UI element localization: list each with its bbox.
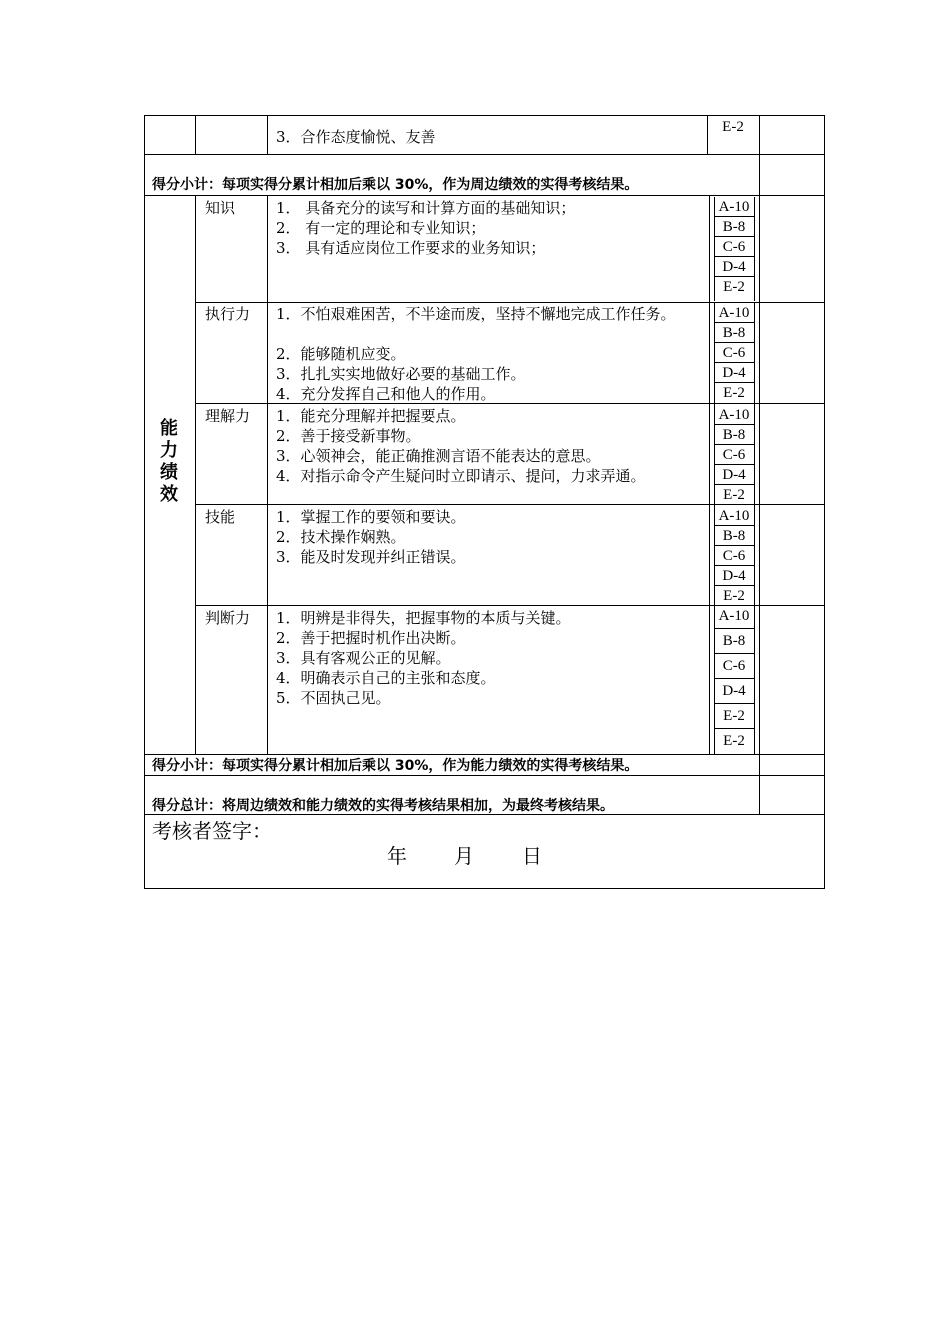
row-divider [144,754,825,755]
criterion-text: 1．不怕艰难困苦，不半途而废，坚持不懈地完成工作任务。 [276,305,676,323]
col-divider [267,115,268,155]
grade-label: D-4 [722,259,746,275]
grade-divider [714,678,755,679]
grade-label: B-8 [722,219,746,235]
row-divider [144,195,825,196]
grade-divider [714,703,755,704]
criterion-text: 2．能够随机应变。 [276,345,406,363]
criterion-text: 2．技术操作娴熟。 [276,528,406,546]
col-divider [759,115,760,815]
criterion-text: 1．明辨是非得失，把握事物的本质与关键。 [276,609,571,627]
grade-label: D-4 [722,683,746,699]
criterion-text: 3．具有客观公正的见解。 [276,649,451,667]
criterion-text: 2．善于把握时机作出决断。 [276,629,466,647]
criterion-text: 3．能及时发现并纠正错误。 [276,548,466,566]
criterion-text: 1．掌握工作的要领和要诀。 [276,508,466,526]
criterion-text: 1． 具备充分的读写和计算方面的基础知识； [276,199,576,217]
item-name: 执行力 [205,305,251,323]
grade-label: C-6 [722,447,746,463]
grade-divider [714,628,755,629]
grade-label: C-6 [722,548,746,564]
grade-divider [714,653,755,654]
criterion-text: 4．充分发挥自己和他人的作用。 [276,385,496,403]
grade-label: A-10 [718,508,750,524]
grade-label: D-4 [722,365,746,381]
criterion-text: 2． 有一定的理论和专业知识； [276,219,486,237]
criterion-text: 3． 具有适应岗位工作要求的业务知识； [276,239,546,257]
row-divider [144,154,825,155]
criterion-text: 4．对指示命令产生疑问时立即请示、提问，力求弄通。 [276,467,646,485]
col-divider [195,115,196,155]
date-year: 年 [387,844,407,868]
grade-label: B-8 [722,427,746,443]
grade-label: E-2 [723,733,745,749]
col-divider [267,195,268,755]
grand-total: 得分总计：将周边绩效和能力绩效的实得考核结果相加，为最终考核结果。 [152,798,614,814]
grade-label: A-10 [718,305,750,321]
grade-label: A-10 [718,407,750,423]
item-name: 理解力 [205,407,251,425]
grade-label: E-2 [723,279,745,295]
grade-label: C-6 [722,239,746,255]
grade-label: E-2 [723,708,745,724]
criterion-text: 4．明确表示自己的主张和态度。 [276,669,496,687]
grade-label: A-10 [718,608,750,624]
criterion-text: 3．扎扎实实地做好必要的基础工作。 [276,365,526,383]
criterion-text: 5．不固执己见。 [276,689,391,707]
date-month: 月 [454,844,474,868]
item-name: 技能 [205,508,236,526]
ability-section-label-text: 能 力 绩 效 [160,418,178,505]
peripheral-subtotal: 得分小计：每项实得分累计相加后乘以 30%，作为周边绩效的实得考核结果。 [152,177,639,193]
grade-label: D-4 [722,467,746,483]
grade-label: A-10 [718,199,750,215]
grade-label: C-6 [722,345,746,361]
grade-divider [714,728,755,729]
grade-label: D-4 [722,568,746,584]
grade-label: E-2 [723,487,745,503]
table-border-right [824,115,825,889]
grade-label: B-8 [722,633,746,649]
item-name: 知识 [205,199,236,217]
ability-subtotal: 得分小计：每项实得分累计相加后乘以 30%，作为能力绩效的实得考核结果。 [152,758,639,774]
grade-label: B-8 [722,325,746,341]
col-divider [195,195,196,755]
criterion-text: 1．能充分理解并把握要点。 [276,407,466,425]
table-border-left [144,115,145,889]
table-border-top [144,115,825,116]
item-name: 判断力 [205,609,251,627]
grade-label: E-2 [723,588,745,604]
date-day: 日 [522,844,542,868]
criterion-text: 3．合作态度愉悦、友善 [276,128,436,146]
grade-label: B-8 [722,528,746,544]
grade-label: E-2 [722,119,744,135]
criterion-text: 3．心领神会，能正确推测言语不能表达的意思。 [276,447,601,465]
criterion-text: 2．善于接受新事物。 [276,427,421,445]
table-border-bottom [144,888,825,889]
ability-section-label [152,418,186,506]
signature-label: 考核者签字： [152,819,272,843]
grade-label: E-2 [723,385,745,401]
grade-label: C-6 [722,658,746,674]
